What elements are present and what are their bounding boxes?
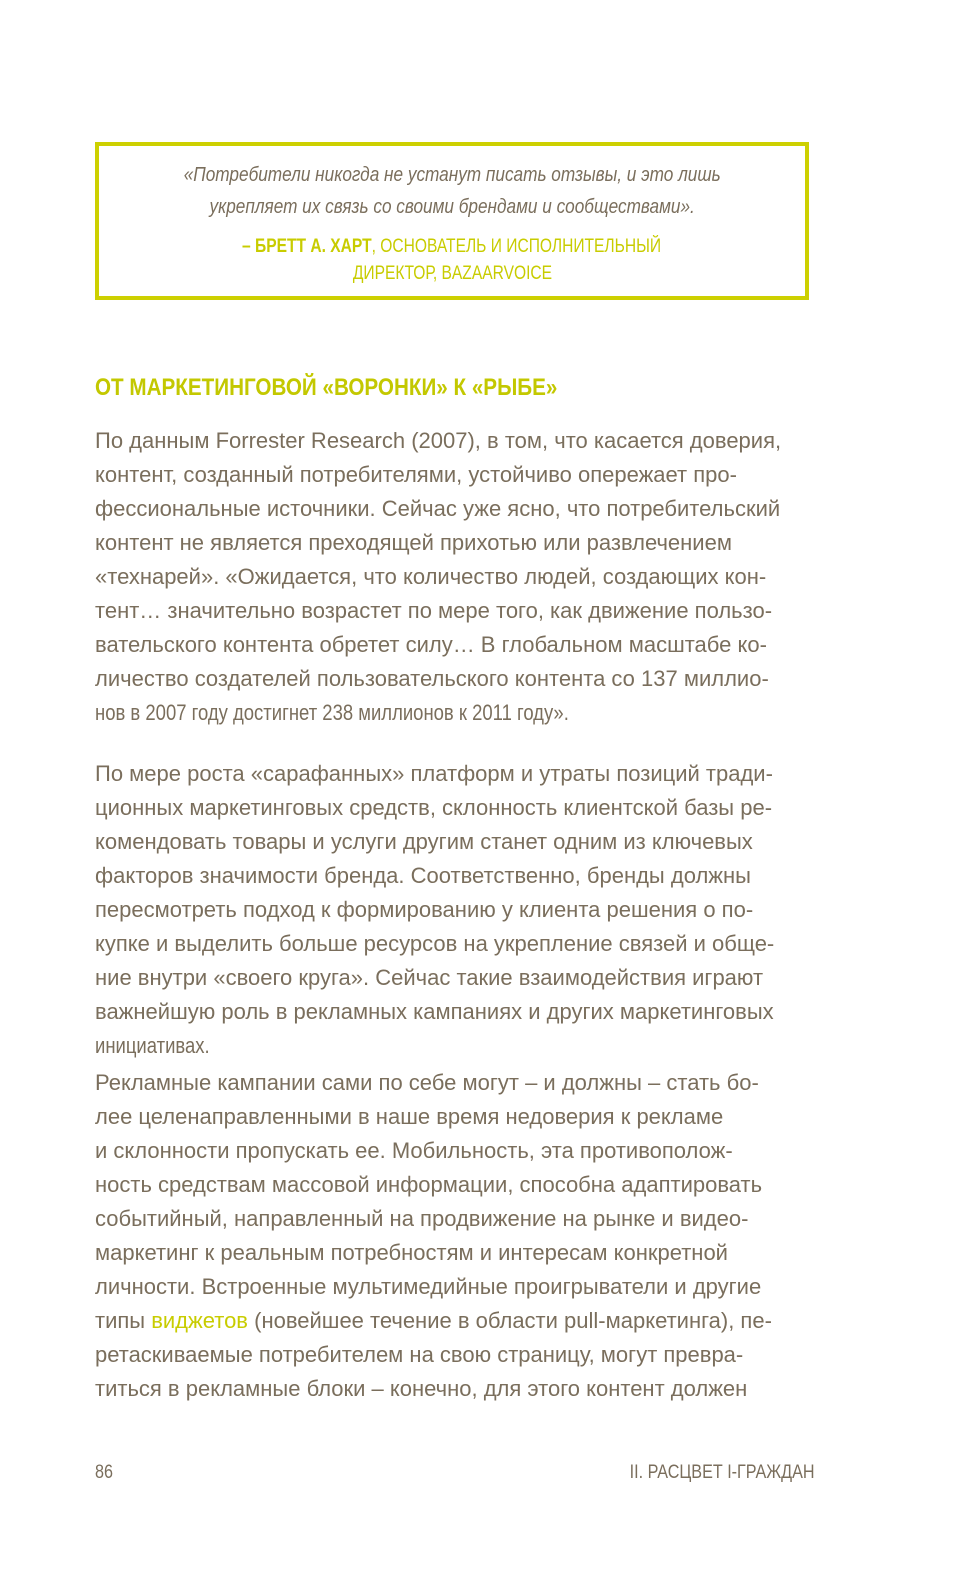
quote-author: – БРЕТТ А. ХАРТ — [242, 236, 373, 257]
text-line: тент… значительно возрастет по мере того, как движение пользо- — [95, 598, 773, 623]
running-footer-chapter: II. РАСЦВЕТ I-ГРАЖДАН — [630, 1462, 815, 1483]
text-line: контент не является преходящей прихотью или развлечением — [95, 530, 732, 555]
text-line: купке и выделить больше ресурсов на укрепление связей и обще- — [95, 931, 775, 956]
text-line: личности. Встроенные мультимедийные проигрыватели и другие — [95, 1274, 762, 1299]
text-line: Рекламные кампании сами по себе могут – и должны – стать бо- — [95, 1070, 759, 1095]
text-line: маркетинг к реальным потребностям и интересам конкретной — [95, 1240, 728, 1265]
text-line: По данным Forrester Research (2007), в том, что касается доверия, — [95, 428, 782, 453]
text-line: инициативах. — [95, 1033, 210, 1058]
text-line: факторов значимости бренда. Соответственно, бренды должны — [95, 863, 751, 888]
text-run: (новейшее течение в области pull-маркетинга), пе- — [248, 1308, 772, 1333]
text-line: личество создателей пользовательского контента со 137 миллио- — [95, 666, 769, 691]
text-line: комендовать товары и услуги другим станет одним из ключевых — [95, 829, 753, 854]
text-line: фессиональные источники. Сейчас уже ясно, что потребительский — [95, 496, 781, 521]
section-heading: ОТ МАРКЕТИНГОВОЙ «ВОРОНКИ» К «РЫБЕ» — [95, 374, 558, 401]
text-line: и склонности пропускать ее. Мобильность, эта противополож- — [95, 1138, 733, 1163]
text-line: По мере роста «сарафанных» платформ и утраты позиций тради- — [95, 761, 773, 786]
text-line: «технарей». «Ожидается, что количество людей, создающих кон- — [95, 564, 767, 589]
quote-author-title: , ОСНОВАТЕЛЬ И ИСПОЛНИТЕЛЬНЫЙ — [372, 236, 662, 257]
quote-line: «Потребители никогда не устанут писать отзывы, и это лишь — [183, 164, 721, 186]
page-number: 86 — [95, 1462, 113, 1483]
text-line: важнейшую роль в рекламных кампаниях и других маркетинговых — [95, 999, 774, 1024]
text-line: лее целенаправленными в наше время недоверия к рекламе — [95, 1104, 724, 1129]
text-line: титься в рекламные блоки – конечно, для этого контент должен — [95, 1376, 748, 1401]
text-line: ретаскиваемые потребителем на свою страницу, могут превра- — [95, 1342, 744, 1367]
text-line — [95, 1308, 815, 1334]
text-line: ность средствам массовой информации, способна адаптировать — [95, 1172, 763, 1197]
text-run: типы — [95, 1308, 152, 1333]
text-line: контент, созданный потребителями, устойчиво опережает про- — [95, 462, 737, 487]
glossary-term-link[interactable]: виджетов — [151, 1308, 248, 1333]
text-line: пересмотреть подход к формированию у клиента решения о по- — [95, 897, 754, 922]
text-line: ние внутри «своего круга». Сейчас такие взаимодействия играют — [95, 965, 764, 990]
text-line: вательского контента обретет силу… В глобальном масштабе ко- — [95, 632, 767, 657]
pull-quote-box — [95, 142, 809, 300]
quote-line: укрепляет их связь со своими брендами и сообществами». — [209, 196, 695, 218]
text-line: нов в 2007 году достигнет 238 миллионов к 2011 году». — [95, 700, 569, 725]
text-line: ционных маркетинговых средств, склонность клиентской базы ре- — [95, 795, 773, 820]
text-line: событийный, направленный на продвижение на рынке и видео- — [95, 1206, 749, 1231]
quote-attribution — [99, 236, 805, 258]
quote-attribution-line2: ДИРЕКТОР, BAZAARVOICE — [352, 263, 552, 284]
